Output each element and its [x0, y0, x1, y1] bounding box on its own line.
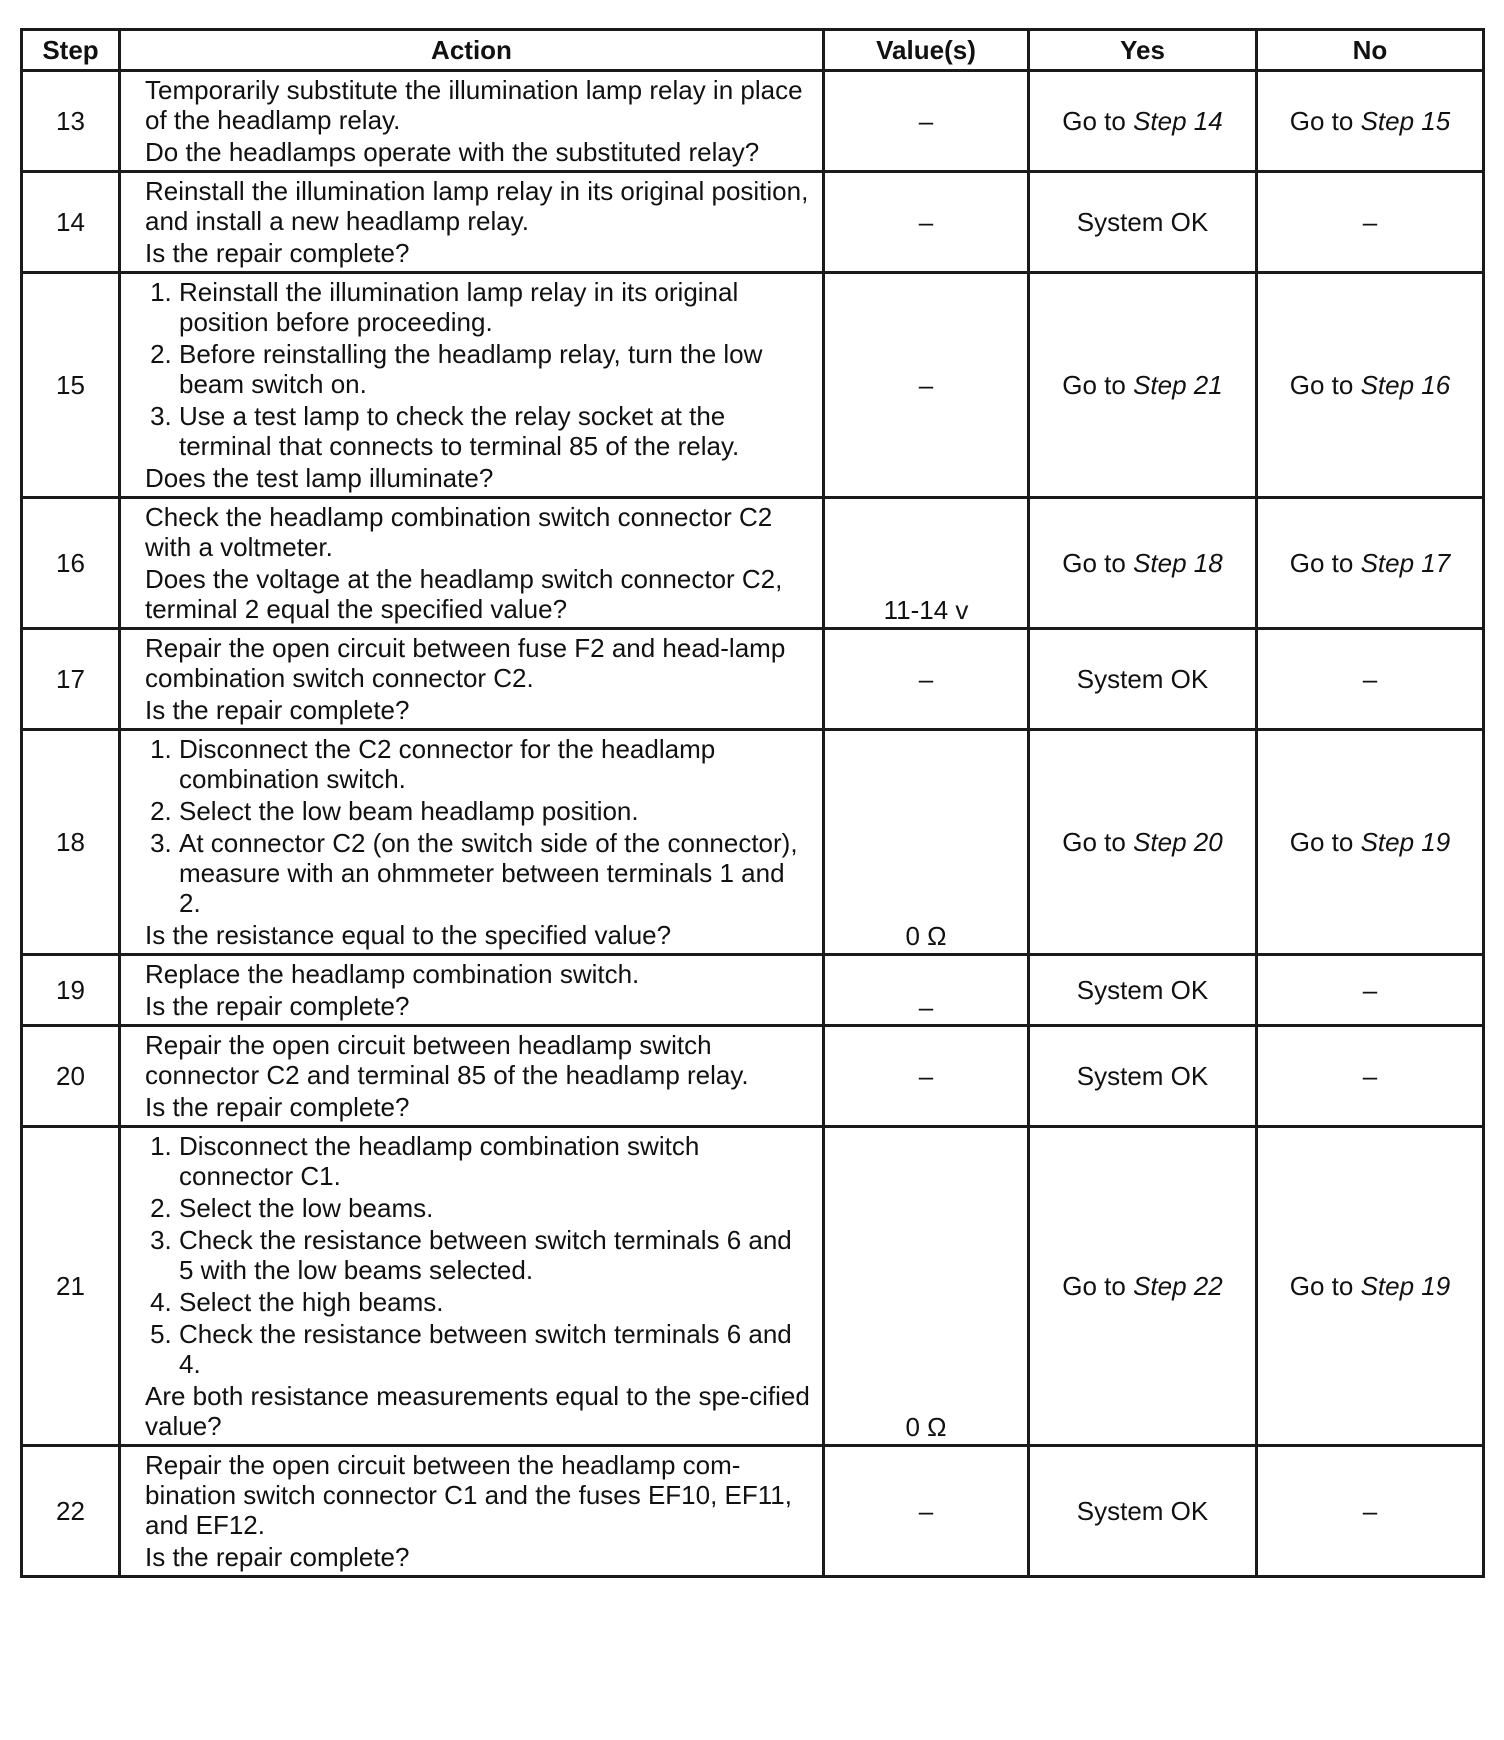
no-cell: [1257, 172, 1484, 273]
yes-cell: [1029, 172, 1257, 273]
no-outcome-prefix: Go to: [1289, 105, 1361, 136]
step-number: 19: [22, 955, 120, 1026]
yes-outcome-prefix: System OK: [1076, 1060, 1209, 1091]
action-cell: [120, 71, 824, 172]
yes-cell: [1029, 498, 1257, 629]
yes-cell: [1029, 1446, 1257, 1577]
value-cell: 0 Ω: [824, 1127, 1029, 1446]
value-cell: 11-14 v: [824, 498, 1029, 629]
header-values: Value(s): [824, 30, 1029, 71]
no-outcome-prefix: Go to: [1289, 369, 1361, 400]
value-cell: –: [824, 273, 1029, 498]
no-outcome-prefix: –: [1362, 1495, 1378, 1526]
action-cell: [120, 1026, 824, 1127]
substep-item: 2. Before reinstalling the headlamp relay, turn the low beam switch on.: [179, 339, 812, 399]
action-cell: [120, 1446, 824, 1577]
yes-cell: [1029, 955, 1257, 1026]
substep-list: [145, 734, 812, 918]
step-number: 15: [22, 273, 120, 498]
yes-outcome-prefix: Go to: [1062, 547, 1134, 578]
action-question: Is the repair complete?: [145, 695, 410, 725]
table-row: [22, 629, 1484, 730]
action-question: Is the resistance equal to the specified value?: [145, 920, 672, 950]
action-text: Repair the open circuit between headlamp switch connector C2 and terminal 85 of the headlamp relay.: [145, 1030, 749, 1090]
step-number: 20: [22, 1026, 120, 1127]
no-outcome-step-ref: Step 19: [1360, 1270, 1451, 1301]
no-outcome-prefix: –: [1362, 663, 1378, 694]
action-cell: [120, 172, 824, 273]
action-cell: [120, 730, 824, 955]
no-cell: [1257, 1446, 1484, 1577]
substep-item: 3. Check the resistance between switch terminals 6 and 5 with the low beams selected.: [179, 1225, 812, 1285]
action-text: Reinstall the illumination lamp relay in its original position, and install a new headlamp relay.: [145, 176, 809, 236]
yes-outcome-prefix: Go to: [1062, 105, 1134, 136]
action-cell: [120, 1127, 824, 1446]
step-number: 21: [22, 1127, 120, 1446]
yes-outcome-step-ref: Step 14: [1133, 105, 1223, 136]
substep-item: 1. Disconnect the C2 connector for the headlamp combination switch.: [179, 734, 812, 794]
action-cell: [120, 273, 824, 498]
step-number: 14: [22, 172, 120, 273]
table-row: [22, 1026, 1484, 1127]
value-cell: –: [824, 1446, 1029, 1577]
substep-item: 3. Use a test lamp to check the relay socket at the terminal that connects to terminal 85 of the relay.: [179, 401, 812, 461]
yes-outcome-prefix: Go to: [1062, 1270, 1134, 1301]
table-header: [22, 30, 1484, 71]
table-row: [22, 955, 1484, 1026]
action-question: Is the repair complete?: [145, 1542, 410, 1572]
action-text: Check the headlamp combination switch connector C2 with a voltmeter.: [145, 502, 773, 562]
substep-item: 3. At connector C2 (on the switch side of the connector), measure with an ohmmeter between terminals 1 and 2.: [179, 828, 812, 918]
step-number: 16: [22, 498, 120, 629]
table-row: [22, 498, 1484, 629]
action-text: Replace the headlamp combination switch.: [145, 959, 640, 989]
no-cell: [1257, 71, 1484, 172]
table-row: [22, 71, 1484, 172]
no-outcome-prefix: Go to: [1289, 1270, 1361, 1301]
action-question: Does the test lamp illuminate?: [145, 463, 494, 493]
table-row: [22, 730, 1484, 955]
value-cell: 0 Ω: [824, 730, 1029, 955]
yes-outcome-prefix: System OK: [1076, 1495, 1209, 1526]
no-cell: [1257, 730, 1484, 955]
header-row: [22, 30, 1484, 71]
no-outcome-step-ref: Step 16: [1360, 369, 1451, 400]
no-cell: [1257, 498, 1484, 629]
no-outcome-step-ref: Step 17: [1360, 547, 1451, 578]
yes-cell: [1029, 629, 1257, 730]
yes-outcome-prefix: System OK: [1076, 974, 1209, 1005]
substep-item: 2. Select the low beams.: [179, 1193, 812, 1223]
step-number: 13: [22, 71, 120, 172]
table-row: [22, 1446, 1484, 1577]
table-row: [22, 172, 1484, 273]
action-question: Does the voltage at the headlamp switch connector C2, terminal 2 equal the specified value?: [145, 564, 783, 624]
no-outcome-prefix: –: [1362, 206, 1378, 237]
table-body: [22, 71, 1484, 1577]
no-outcome-prefix: –: [1362, 1060, 1378, 1091]
yes-cell: [1029, 1026, 1257, 1127]
substep-item: 1. Reinstall the illumination lamp relay in its original position before proceeding.: [179, 277, 812, 337]
value-cell: –: [824, 1026, 1029, 1127]
action-cell: [120, 498, 824, 629]
substep-list: [145, 277, 812, 461]
action-cell: [120, 629, 824, 730]
action-question: Is the repair complete?: [145, 238, 410, 268]
no-outcome-prefix: Go to: [1289, 826, 1361, 857]
table-row: [22, 1127, 1484, 1446]
step-number: 22: [22, 1446, 120, 1577]
action-question: Is the repair complete?: [145, 991, 410, 1021]
no-cell: [1257, 1127, 1484, 1446]
table-row: [22, 273, 1484, 498]
yes-cell: [1029, 1127, 1257, 1446]
header-action: Action: [120, 30, 824, 71]
no-outcome-step-ref: Step 19: [1360, 826, 1451, 857]
no-cell: [1257, 955, 1484, 1026]
yes-outcome-prefix: System OK: [1076, 663, 1209, 694]
action-cell: [120, 955, 824, 1026]
yes-cell: [1029, 730, 1257, 955]
action-question: Are both resistance measurements equal to the spe-cified value?: [145, 1381, 810, 1441]
yes-outcome-step-ref: Step 20: [1133, 826, 1223, 857]
yes-outcome-step-ref: Step 18: [1133, 547, 1223, 578]
substep-list: [145, 1131, 812, 1379]
step-number: 18: [22, 730, 120, 955]
header-no: No: [1257, 30, 1484, 71]
no-outcome-prefix: Go to: [1289, 547, 1361, 578]
substep-item: 5. Check the resistance between switch terminals 6 and 4.: [179, 1319, 812, 1379]
value-cell: –: [824, 955, 1029, 1026]
header-yes: Yes: [1029, 30, 1257, 71]
yes-outcome-prefix: Go to: [1062, 369, 1134, 400]
yes-cell: [1029, 273, 1257, 498]
value-cell: –: [824, 172, 1029, 273]
no-cell: [1257, 1026, 1484, 1127]
value-cell: –: [824, 629, 1029, 730]
yes-outcome-prefix: Go to: [1062, 826, 1134, 857]
action-text: Repair the open circuit between fuse F2 and head-lamp combination switch connector C2.: [145, 633, 786, 693]
step-number: 17: [22, 629, 120, 730]
action-text: Temporarily substitute the illumination lamp relay in place of the headlamp relay.: [145, 75, 803, 135]
substep-item: 1. Disconnect the headlamp combination switch connector C1.: [179, 1131, 812, 1191]
yes-cell: [1029, 71, 1257, 172]
no-outcome-prefix: –: [1362, 974, 1378, 1005]
diagnostic-table: [20, 28, 1485, 1578]
no-cell: [1257, 273, 1484, 498]
action-question: Is the repair complete?: [145, 1092, 410, 1122]
no-cell: [1257, 629, 1484, 730]
header-step: Step: [22, 30, 120, 71]
no-outcome-step-ref: Step 15: [1360, 105, 1451, 136]
yes-outcome-prefix: System OK: [1076, 206, 1209, 237]
yes-outcome-step-ref: Step 21: [1133, 369, 1223, 400]
value-cell: –: [824, 71, 1029, 172]
yes-outcome-step-ref: Step 22: [1133, 1270, 1223, 1301]
substep-item: 2. Select the low beam headlamp position.: [179, 796, 812, 826]
action-text: Repair the open circuit between the headlamp com-bination switch connector C1 and the fuses EF10, EF11, and EF12.: [145, 1450, 792, 1540]
action-question: Do the headlamps operate with the substituted relay?: [145, 137, 760, 167]
substep-item: 4. Select the high beams.: [179, 1287, 812, 1317]
